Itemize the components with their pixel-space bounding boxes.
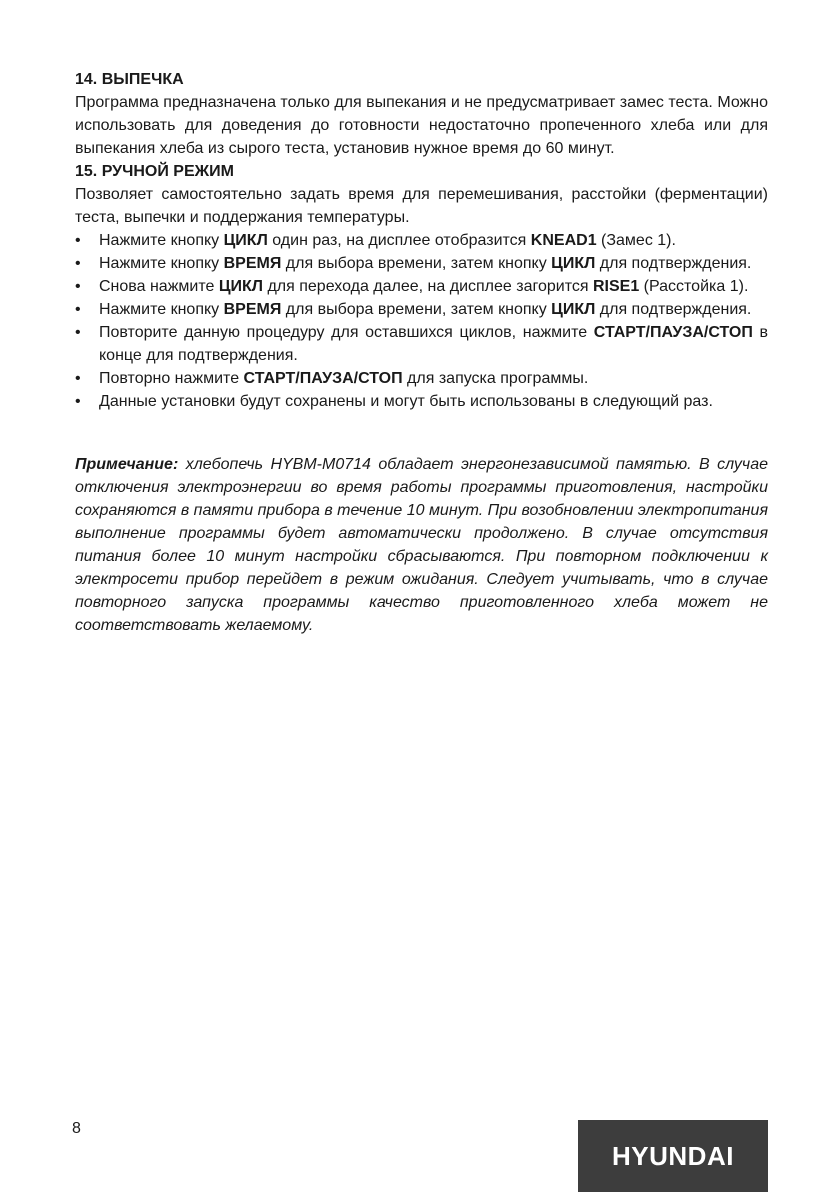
instruction-item: • Повторно нажмите СТАРТ/ПАУЗА/СТОП для запуска программы. xyxy=(75,367,768,390)
section-14-heading: 14. ВЫПЕЧКА xyxy=(75,71,184,88)
instruction-item: • Нажмите кнопку ВРЕМЯ для выбора времени, затем кнопку ЦИКЛ для подтверждения. xyxy=(75,298,768,321)
note-label: Примечание: xyxy=(75,456,179,473)
hyundai-logo xyxy=(578,1120,768,1192)
brand-name: HYUNDAI xyxy=(612,1140,734,1171)
instruction-item: • Повторите данную процедуру для оставшихся циклов, нажмите СТАРТ/ПАУЗА/СТОП в конце для подтверждения. xyxy=(75,321,768,367)
note-text: хлебопечь HYBM-M0714 обладает энергонезависимой памятью. В случае отключения электроэнергии во время работы программы приготовления, настройки сохраняются в памяти прибора в течение 10 минут. При возобновлении электропитания выполнение программы будет автоматически продолжено. В случае отсутствия питания более 10 минут настройки сбрасываются. При повторном подключении к электросети прибор перейдет в режим ожидания. Следует учитывать, что в случае повторного запуска программы качество приготовленного хлеба может не соответствовать желаемому. xyxy=(75,456,768,634)
instruction-item: • Снова нажмите ЦИКЛ для перехода далее, на дисплее загорится RISE1 (Расстойка 1). xyxy=(75,275,768,298)
instruction-item: • Нажмите кнопку ЦИКЛ один раз, на дисплее отобразится KNEAD1 (Замес 1). xyxy=(75,229,768,252)
page-number: 8 xyxy=(72,1120,81,1137)
instruction-list xyxy=(75,229,768,413)
section-14-text: Программа предназначена только для выпекания и не предусматривает замес теста. Можно использовать для доведения до готовности недостаточно пропеченного хлеба или для выпекания хлеба из сырого теста, установив нужное время до 60 минут. xyxy=(75,94,768,157)
section-15-text: Позволяет самостоятельно задать время для перемешивания, расстойки (ферментации) теста, выпечки и поддержания температуры. xyxy=(75,186,768,226)
instruction-item: • Данные установки будут сохранены и могут быть использованы в следующий раз. xyxy=(75,390,768,413)
instruction-item: • Нажмите кнопку ВРЕМЯ для выбора времени, затем кнопку ЦИКЛ для подтверждения. xyxy=(75,252,768,275)
section-15-heading: 15. РУЧНОЙ РЕЖИМ xyxy=(75,163,234,180)
document-page xyxy=(75,68,768,653)
note-paragraph xyxy=(75,453,768,637)
